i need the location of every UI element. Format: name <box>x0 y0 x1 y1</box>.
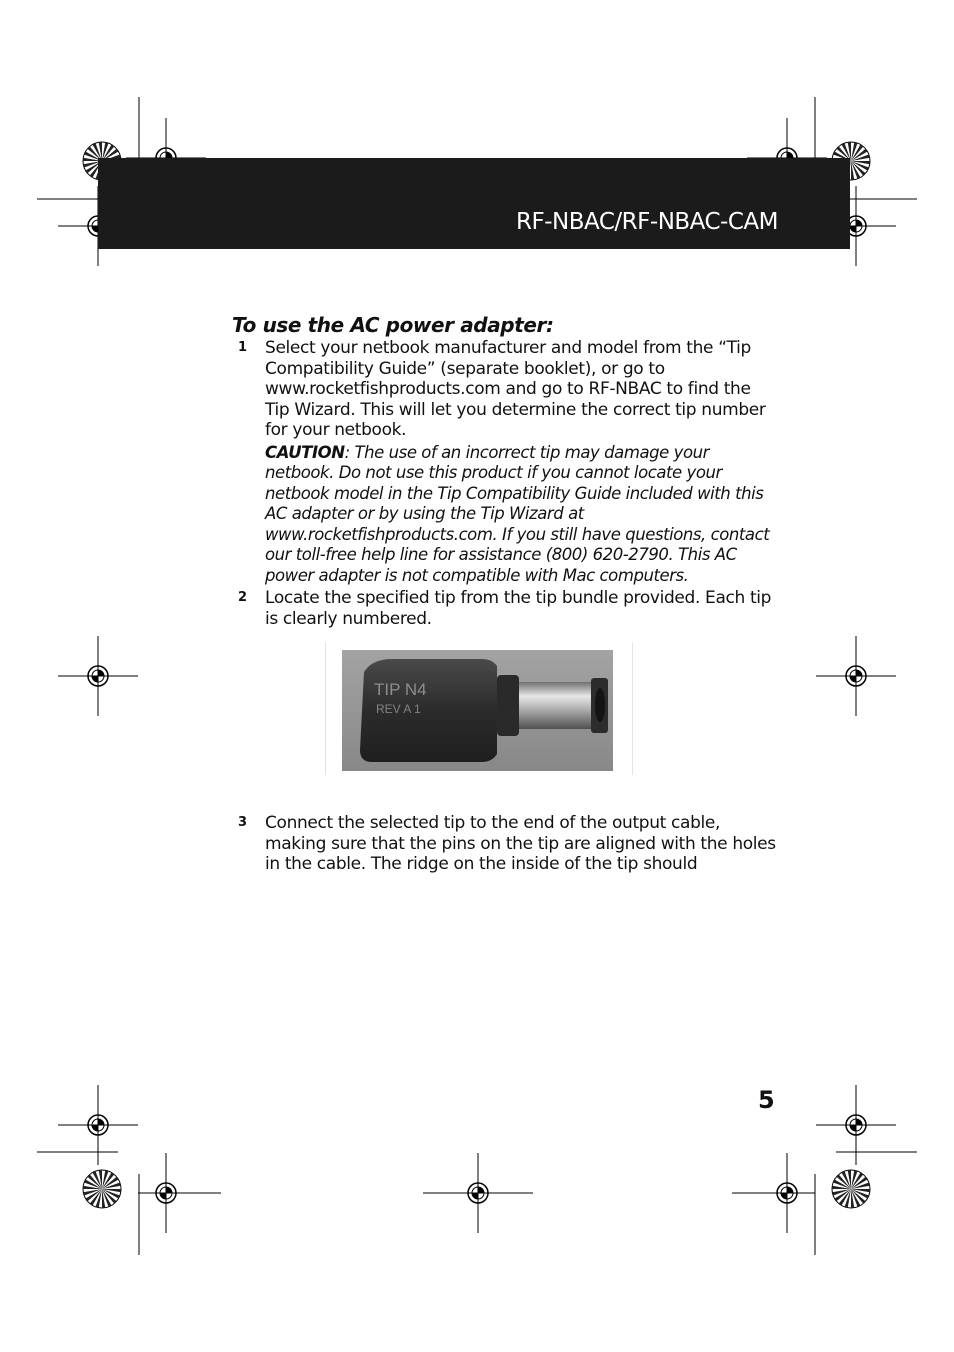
step-text: Select your netbook manufacturer and model from the “Tip Compatibility Guide” (separate booklet), or go to www.rocketfishproducts.com and go to RF-NBAC to find the Tip Wizard. This will let you determine the correct tip number for your netbook. <box>265 338 766 440</box>
step-number: 1 <box>238 340 248 355</box>
tip-photo <box>325 642 633 775</box>
step-number: 2 <box>238 590 248 605</box>
registration-target <box>138 1153 221 1233</box>
step-2 <box>232 588 777 629</box>
page-number: 5 <box>758 1086 775 1114</box>
registration-target <box>58 636 138 716</box>
tip-label: TIP N4 <box>374 680 427 699</box>
header-bar <box>98 158 850 249</box>
caution-label: CAUTION <box>265 442 345 462</box>
step-text: Locate the specified tip from the tip bundle provided. Each tip is clearly numbered. <box>265 588 772 629</box>
registration-target <box>816 1085 896 1165</box>
registration-target <box>423 1153 533 1233</box>
starburst-mark <box>832 1170 870 1208</box>
caution-note <box>265 443 777 587</box>
tip-illustration <box>342 650 613 771</box>
rev-label: REV A 1 <box>376 702 421 716</box>
step-3 <box>232 813 777 875</box>
step-1 <box>232 338 777 586</box>
starburst-mark <box>83 1170 121 1208</box>
page-content <box>232 312 777 875</box>
step-number: 3 <box>238 815 248 830</box>
registration-target <box>816 636 896 716</box>
model-title: RF-NBAC/RF-NBAC-CAM <box>516 209 778 235</box>
registration-target <box>732 1153 815 1233</box>
section-heading: To use the AC power adapter: <box>232 313 554 337</box>
step-text: Connect the selected tip to the end of the output cable, making sure that the pins on the tip are aligned with the holes in the cable. The ridge on the inside of the tip should <box>265 813 776 874</box>
caution-text: : The use of an incorrect tip may damage your netbook. Do not use this product if you cannot locate your netbook model in the Tip Compatibility Guide included with this AC adapter or by using the Tip Wizard at www.rocketfishproducts.com. If you still have questions, contact our toll-free help line for assistance (800) 620-2790. This AC power adapter is not compatible with Mac computers. <box>265 442 770 585</box>
registration-target <box>58 1085 138 1165</box>
